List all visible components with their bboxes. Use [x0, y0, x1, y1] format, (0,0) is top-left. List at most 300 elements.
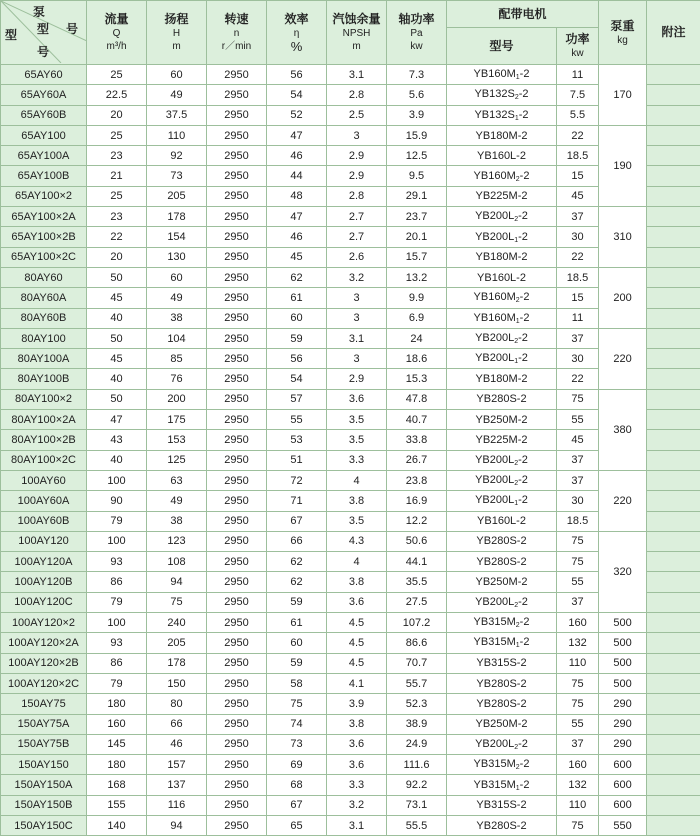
flow-cell: 20: [87, 247, 147, 267]
flow-cell: 100: [87, 531, 147, 551]
efficiency-cell: 75: [267, 694, 327, 714]
note-cell: [647, 186, 700, 206]
table-row: [1, 815, 700, 835]
flow-cell: 25: [87, 65, 147, 85]
flow-cell: 140: [87, 815, 147, 835]
head-cell: 85: [147, 349, 207, 369]
table-row: [1, 105, 700, 125]
pump-weight-cell: 600: [599, 795, 647, 815]
shaft-power-cell: 55.7: [387, 673, 447, 693]
npsh-cell: 4.5: [327, 613, 387, 633]
motor-power-cell: 75: [557, 552, 599, 572]
pump-weight-cell: 600: [599, 755, 647, 775]
model-cell: 80AY60: [1, 267, 87, 287]
note-cell: [647, 714, 700, 734]
note-cell: [647, 795, 700, 815]
flow-cell: 22: [87, 227, 147, 247]
head-cell: 49: [147, 288, 207, 308]
pump-weight-cell: 200: [599, 267, 647, 328]
shaft-power-cell: 23.7: [387, 207, 447, 227]
speed-cell: 2950: [207, 755, 267, 775]
speed-cell: 2950: [207, 430, 267, 450]
npsh-cell: 3.6: [327, 755, 387, 775]
note-cell: [647, 65, 700, 85]
flow-cell: 86: [87, 653, 147, 673]
motor-power-cell: 22: [557, 369, 599, 389]
motor-model-cell: $YB200L_2-2$: [447, 328, 557, 348]
speed-cell: 2950: [207, 592, 267, 612]
motor-model-cell: YB250M-2: [447, 410, 557, 430]
speed-cell: 2950: [207, 166, 267, 186]
note-cell: [647, 673, 700, 693]
speed-cell: 2950: [207, 795, 267, 815]
pump-weight-cell: 290: [599, 694, 647, 714]
corner-pump-label: 泵: [33, 3, 45, 20]
shaft-power-cell: 38.9: [387, 714, 447, 734]
table-row: [1, 328, 700, 348]
speed-cell: 2950: [207, 653, 267, 673]
note-cell: [647, 734, 700, 754]
note-cell: [647, 450, 700, 470]
motor-model-cell: YB280S-2: [447, 673, 557, 693]
flow-cell: 145: [87, 734, 147, 754]
model-cell: 80AY100×2B: [1, 430, 87, 450]
motor-model-cell: YB225M-2: [447, 186, 557, 206]
head-cell: 110: [147, 125, 207, 145]
npsh-cell: 3: [327, 349, 387, 369]
efficiency-cell: 67: [267, 795, 327, 815]
head-cell: 94: [147, 815, 207, 835]
efficiency-cell: 65: [267, 815, 327, 835]
model-cell: 65AY100: [1, 125, 87, 145]
motor-power-cell: 75: [557, 673, 599, 693]
motor-model-cell: $YB160M_2-2$: [447, 288, 557, 308]
motor-model-cell: YB315S-2: [447, 795, 557, 815]
shaft-power-cell: 40.7: [387, 410, 447, 430]
pump-weight-cell: 190: [599, 125, 647, 206]
model-cell: 100AY60B: [1, 511, 87, 531]
motor-power-cell: 37: [557, 328, 599, 348]
flow-cell: 43: [87, 430, 147, 450]
shaft-power-cell: 5.6: [387, 85, 447, 105]
pump-weight-cell: 380: [599, 389, 647, 470]
speed-cell: 2950: [207, 450, 267, 470]
note-header: 附注: [647, 1, 700, 65]
shaft-power-cell: 12.5: [387, 146, 447, 166]
model-cell: 100AY120×2C: [1, 673, 87, 693]
motor-model-cell: $YB200L_2-2$: [447, 592, 557, 612]
flow-cell: 86: [87, 572, 147, 592]
head-cell: 178: [147, 207, 207, 227]
speed-cell: 2950: [207, 369, 267, 389]
efficiency-cell: 72: [267, 470, 327, 490]
speed-header: 转速 n r／min: [207, 1, 267, 65]
npsh-header: 汽蚀余量 NPSH m: [327, 1, 387, 65]
table-row: [1, 572, 700, 592]
efficiency-cell: 51: [267, 450, 327, 470]
head-cell: 200: [147, 389, 207, 409]
speed-cell: 2950: [207, 775, 267, 795]
speed-cell: 2950: [207, 734, 267, 754]
efficiency-cell: 54: [267, 369, 327, 389]
motor-power-cell: 110: [557, 653, 599, 673]
table-row: [1, 491, 700, 511]
model-cell: 100AY120: [1, 531, 87, 551]
motor-model-cell: $YB200L_2-2$: [447, 207, 557, 227]
npsh-cell: 3.6: [327, 389, 387, 409]
npsh-cell: 3: [327, 125, 387, 145]
table-row: [1, 592, 700, 612]
motor-model-header: 型号: [447, 28, 557, 65]
note-cell: [647, 328, 700, 348]
efficiency-cell: 46: [267, 227, 327, 247]
speed-cell: 2950: [207, 389, 267, 409]
motor-model-cell: $YB160M_1-2$: [447, 308, 557, 328]
shaft-power-cell: 44.1: [387, 552, 447, 572]
note-cell: [647, 389, 700, 409]
motor-model-cell: YB280S-2: [447, 552, 557, 572]
speed-cell: 2950: [207, 267, 267, 287]
pump-weight-cell: 320: [599, 531, 647, 612]
model-cell: 80AY100×2A: [1, 410, 87, 430]
speed-cell: 2950: [207, 572, 267, 592]
head-cell: 75: [147, 592, 207, 612]
note-cell: [647, 146, 700, 166]
weight-header: 泵重 kg: [599, 1, 647, 65]
head-cell: 178: [147, 653, 207, 673]
motor-model-cell: $YB200L_1-2$: [447, 349, 557, 369]
head-cell: 38: [147, 308, 207, 328]
table-row: [1, 470, 700, 490]
efficiency-cell: 68: [267, 775, 327, 795]
note-cell: [647, 815, 700, 835]
note-cell: [647, 613, 700, 633]
motor-model-cell: $YB200L_1-2$: [447, 227, 557, 247]
model-cell: 100AY60: [1, 470, 87, 490]
flow-cell: 79: [87, 511, 147, 531]
model-cell: 150AY150B: [1, 795, 87, 815]
speed-cell: 2950: [207, 125, 267, 145]
shaft-power-cell: 13.2: [387, 267, 447, 287]
npsh-cell: 3: [327, 308, 387, 328]
note-cell: [647, 592, 700, 612]
speed-cell: 2950: [207, 531, 267, 551]
table-row: [1, 369, 700, 389]
table-row: [1, 511, 700, 531]
motor-power-cell: 22: [557, 125, 599, 145]
efficiency-cell: 45: [267, 247, 327, 267]
motor-power-cell: 11: [557, 65, 599, 85]
table-row: [1, 633, 700, 653]
pump-model-corner-header: [1, 1, 87, 65]
shaft-power-cell: 92.2: [387, 775, 447, 795]
table-row: [1, 247, 700, 267]
pump-weight-cell: 550: [599, 815, 647, 835]
model-cell: 150AY75A: [1, 714, 87, 734]
head-cell: 137: [147, 775, 207, 795]
motor-model-cell: $YB315M_1-2$: [447, 775, 557, 795]
efficiency-cell: 53: [267, 430, 327, 450]
head-cell: 46: [147, 734, 207, 754]
flow-cell: 25: [87, 125, 147, 145]
head-cell: 175: [147, 410, 207, 430]
pump-weight-cell: 220: [599, 470, 647, 531]
motor-power-cell: 75: [557, 531, 599, 551]
shaft-power-cell: 3.9: [387, 105, 447, 125]
head-cell: 153: [147, 430, 207, 450]
motor-power-cell: 5.5: [557, 105, 599, 125]
efficiency-cell: 57: [267, 389, 327, 409]
model-cell: 65AY60: [1, 65, 87, 85]
note-cell: [647, 166, 700, 186]
model-cell: 65AY60A: [1, 85, 87, 105]
model-cell: 80AY100B: [1, 369, 87, 389]
shaft-power-cell: 27.5: [387, 592, 447, 612]
table-row: [1, 450, 700, 470]
motor-model-cell: YB180M-2: [447, 369, 557, 389]
corner-num-right-label: 号: [66, 20, 78, 37]
pump-weight-cell: 290: [599, 734, 647, 754]
motor-power-cell: 37: [557, 734, 599, 754]
note-cell: [647, 267, 700, 287]
motor-power-cell: 37: [557, 450, 599, 470]
model-cell: 80AY60B: [1, 308, 87, 328]
note-cell: [647, 491, 700, 511]
speed-cell: 2950: [207, 410, 267, 430]
flow-cell: 20: [87, 105, 147, 125]
speed-cell: 2950: [207, 470, 267, 490]
note-cell: [647, 430, 700, 450]
head-cell: 66: [147, 714, 207, 734]
head-cell: 130: [147, 247, 207, 267]
shaft-power-cell: 47.8: [387, 389, 447, 409]
flow-cell: 45: [87, 288, 147, 308]
npsh-cell: 3.5: [327, 430, 387, 450]
motor-model-cell: YB180M-2: [447, 125, 557, 145]
speed-cell: 2950: [207, 328, 267, 348]
model-cell: 100AY120B: [1, 572, 87, 592]
shaft-power-cell: 7.3: [387, 65, 447, 85]
motor-model-cell: YB250M-2: [447, 572, 557, 592]
table-row: [1, 186, 700, 206]
head-cell: 60: [147, 65, 207, 85]
shaft-power-cell: 24: [387, 328, 447, 348]
shaft-power-cell: 111.6: [387, 755, 447, 775]
table-row: [1, 694, 700, 714]
flow-cell: 23: [87, 207, 147, 227]
motor-model-cell: YB280S-2: [447, 389, 557, 409]
speed-cell: 2950: [207, 552, 267, 572]
model-cell: 80AY100: [1, 328, 87, 348]
motor-model-cell: YB280S-2: [447, 815, 557, 835]
npsh-cell: 4: [327, 470, 387, 490]
pump-weight-cell: 500: [599, 613, 647, 633]
flow-cell: 100: [87, 613, 147, 633]
table-body: [1, 65, 700, 836]
shaft-power-cell: 26.7: [387, 450, 447, 470]
npsh-cell: 2.9: [327, 369, 387, 389]
motor-model-cell: YB160L-2: [447, 146, 557, 166]
shaft-power-cell: 6.9: [387, 308, 447, 328]
motor-power-cell: 30: [557, 349, 599, 369]
note-cell: [647, 755, 700, 775]
efficiency-cell: 52: [267, 105, 327, 125]
shaft-power-cell: 70.7: [387, 653, 447, 673]
pump-weight-cell: 290: [599, 714, 647, 734]
efficiency-cell: 60: [267, 308, 327, 328]
flow-cell: 93: [87, 552, 147, 572]
npsh-cell: 4: [327, 552, 387, 572]
shaft-power-cell: 23.8: [387, 470, 447, 490]
npsh-cell: 4.1: [327, 673, 387, 693]
note-cell: [647, 349, 700, 369]
motor-model-cell: YB250M-2: [447, 714, 557, 734]
model-cell: 150AY150: [1, 755, 87, 775]
efficiency-cell: 59: [267, 592, 327, 612]
npsh-cell: 3.3: [327, 775, 387, 795]
efficiency-cell: 48: [267, 186, 327, 206]
efficiency-cell: 71: [267, 491, 327, 511]
shaft-power-header: 轴功率 Pa kw: [387, 1, 447, 65]
motor-power-cell: 75: [557, 389, 599, 409]
shaft-power-cell: 18.6: [387, 349, 447, 369]
flow-cell: 79: [87, 673, 147, 693]
flow-cell: 40: [87, 369, 147, 389]
npsh-cell: 3.5: [327, 410, 387, 430]
shaft-power-cell: 33.8: [387, 430, 447, 450]
motor-power-cell: 110: [557, 795, 599, 815]
pump-weight-cell: 170: [599, 65, 647, 126]
speed-cell: 2950: [207, 714, 267, 734]
table-row: [1, 166, 700, 186]
note-cell: [647, 85, 700, 105]
efficiency-cell: 73: [267, 734, 327, 754]
motor-power-cell: 22: [557, 247, 599, 267]
shaft-power-cell: 9.5: [387, 166, 447, 186]
note-cell: [647, 531, 700, 551]
motor-model-cell: $YB315M_2-2$: [447, 613, 557, 633]
motor-power-cell: 75: [557, 694, 599, 714]
shaft-power-cell: 15.3: [387, 369, 447, 389]
efficiency-cell: 59: [267, 653, 327, 673]
shaft-power-cell: 15.9: [387, 125, 447, 145]
speed-cell: 2950: [207, 511, 267, 531]
table-row: [1, 65, 700, 85]
motor-power-cell: 55: [557, 410, 599, 430]
motor-model-cell: YB160L-2: [447, 267, 557, 287]
npsh-cell: 2.6: [327, 247, 387, 267]
motor-power-cell: 55: [557, 714, 599, 734]
motor-model-cell: $YB315M_2-2$: [447, 755, 557, 775]
motor-power-cell: 55: [557, 572, 599, 592]
motor-power-cell: 18.5: [557, 146, 599, 166]
flow-cell: 168: [87, 775, 147, 795]
shaft-power-cell: 86.6: [387, 633, 447, 653]
motor-model-cell: $YB315M_1-2$: [447, 633, 557, 653]
table-row: [1, 207, 700, 227]
model-cell: 65AY100A: [1, 146, 87, 166]
motor-power-cell: 132: [557, 633, 599, 653]
efficiency-cell: 58: [267, 673, 327, 693]
flow-cell: 21: [87, 166, 147, 186]
shaft-power-cell: 55.5: [387, 815, 447, 835]
shaft-power-cell: 15.7: [387, 247, 447, 267]
shaft-power-cell: 52.3: [387, 694, 447, 714]
note-cell: [647, 633, 700, 653]
head-cell: 108: [147, 552, 207, 572]
head-cell: 116: [147, 795, 207, 815]
flow-cell: 180: [87, 694, 147, 714]
table-row: [1, 85, 700, 105]
head-cell: 38: [147, 511, 207, 531]
efficiency-cell: 46: [267, 146, 327, 166]
head-cell: 123: [147, 531, 207, 551]
model-cell: 150AY150A: [1, 775, 87, 795]
speed-cell: 2950: [207, 146, 267, 166]
motor-power-cell: 75: [557, 815, 599, 835]
table-row: [1, 288, 700, 308]
motor-power-cell: 30: [557, 491, 599, 511]
shaft-power-cell: 16.9: [387, 491, 447, 511]
flow-cell: 50: [87, 389, 147, 409]
table-row: [1, 389, 700, 409]
npsh-cell: 3.1: [327, 328, 387, 348]
speed-cell: 2950: [207, 85, 267, 105]
npsh-cell: 3.1: [327, 65, 387, 85]
model-cell: 80AY100×2: [1, 389, 87, 409]
note-cell: [647, 653, 700, 673]
npsh-cell: 3.2: [327, 795, 387, 815]
efficiency-cell: 47: [267, 207, 327, 227]
motor-power-cell: 45: [557, 186, 599, 206]
motor-model-cell: $YB200L_1-2$: [447, 491, 557, 511]
flow-cell: 45: [87, 349, 147, 369]
shaft-power-cell: 24.9: [387, 734, 447, 754]
npsh-cell: 2.9: [327, 166, 387, 186]
corner-type2-label: 型: [5, 26, 17, 43]
shaft-power-cell: 29.1: [387, 186, 447, 206]
motor-power-cell: 18.5: [557, 267, 599, 287]
pump-weight-cell: 500: [599, 673, 647, 693]
motor-power-cell: 37: [557, 592, 599, 612]
shaft-power-cell: 20.1: [387, 227, 447, 247]
motor-power-header: 功率 kw: [557, 28, 599, 65]
note-cell: [647, 694, 700, 714]
shaft-power-cell: 73.1: [387, 795, 447, 815]
motor-model-cell: YB280S-2: [447, 694, 557, 714]
model-cell: 100AY120×2A: [1, 633, 87, 653]
pump-weight-cell: 500: [599, 633, 647, 653]
model-cell: 65AY100×2C: [1, 247, 87, 267]
head-cell: 60: [147, 267, 207, 287]
motor-model-cell: $YB200L_2-2$: [447, 470, 557, 490]
efficiency-cell: 67: [267, 511, 327, 531]
motor-power-cell: 132: [557, 775, 599, 795]
model-cell: 80AY60A: [1, 288, 87, 308]
table-row: [1, 714, 700, 734]
motor-power-cell: 30: [557, 227, 599, 247]
note-cell: [647, 125, 700, 145]
speed-cell: 2950: [207, 207, 267, 227]
motor-model-cell: YB225M-2: [447, 430, 557, 450]
motor-power-cell: 37: [557, 470, 599, 490]
motor-power-cell: 37: [557, 207, 599, 227]
speed-cell: 2950: [207, 288, 267, 308]
speed-cell: 2950: [207, 247, 267, 267]
head-cell: 37.5: [147, 105, 207, 125]
speed-cell: 2950: [207, 694, 267, 714]
note-cell: [647, 470, 700, 490]
